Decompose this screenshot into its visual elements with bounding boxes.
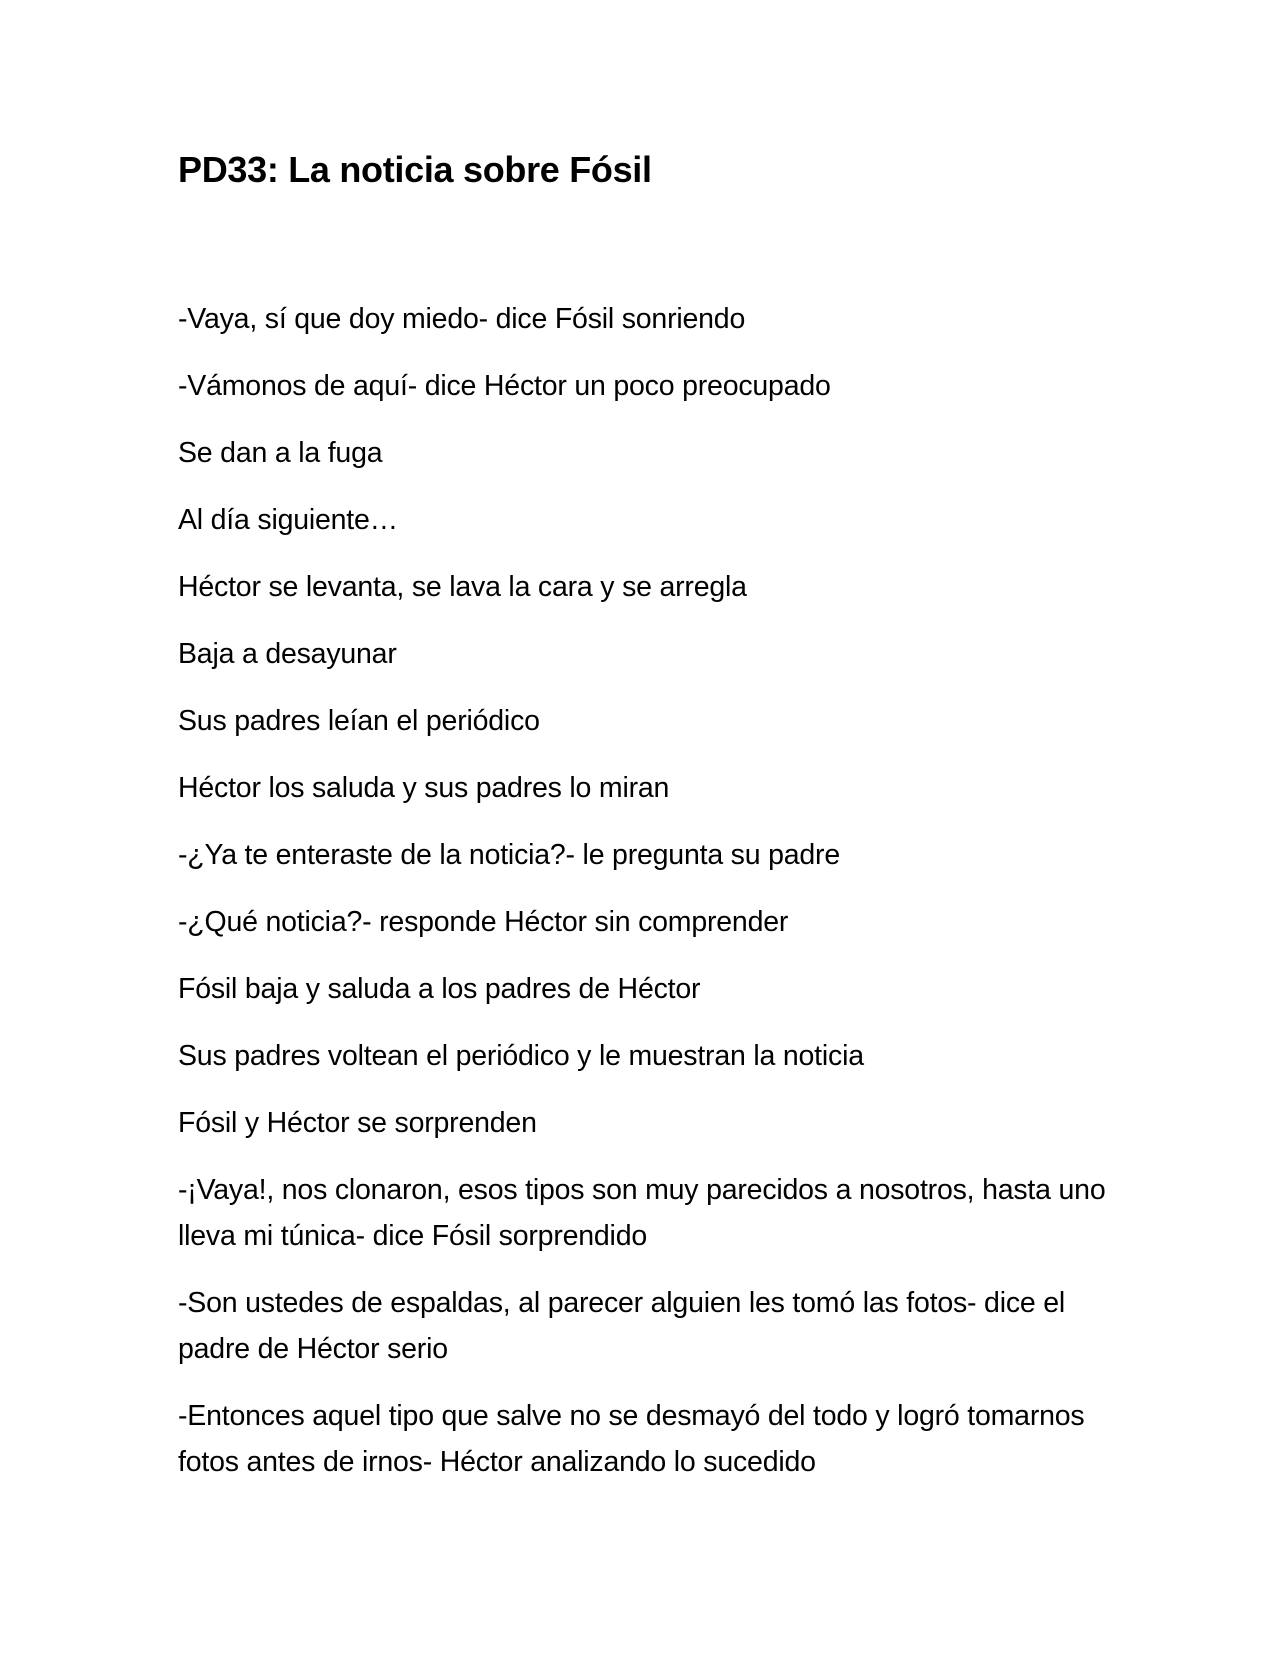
- paragraph: Sus padres voltean el periódico y le muestran la noticia: [178, 1040, 864, 1072]
- paragraph: -¿Ya te enteraste de la noticia?- le pregunta su padre: [178, 839, 840, 871]
- paragraph: -¿Qué noticia?- responde Héctor sin comprender: [178, 906, 789, 938]
- paragraph: Se dan a la fuga: [178, 437, 383, 469]
- paragraph: Baja a desayunar: [178, 638, 397, 670]
- paragraph: Fósil baja y saluda a los padres de Héctor: [178, 973, 701, 1005]
- paragraph: -Entonces aquel tipo que salve no se desmayó del todo y logró tomarnos fotos antes de irnos- Héctor analizando lo sucedido: [178, 1400, 1085, 1478]
- paragraph: Héctor los saluda y sus padres lo miran: [178, 772, 670, 804]
- paragraph: -Vámonos de aquí- dice Héctor un poco preocupado: [178, 370, 831, 402]
- paragraph: -¡Vaya!, nos clonaron, esos tipos son muy parecidos a nosotros, hasta uno lleva mi túnica- dice Fósil sorprendido: [178, 1174, 1106, 1252]
- paragraph: Sus padres leían el periódico: [178, 705, 540, 737]
- document-title: PD33: La noticia sobre Fósil: [178, 149, 652, 190]
- document-body: [178, 296, 1118, 1506]
- paragraph: -Son ustedes de espaldas, al parecer alguien les tomó las fotos- dice el padre de Héctor serio: [178, 1287, 1066, 1365]
- paragraph: Héctor se levanta, se lava la cara y se arregla: [178, 571, 747, 603]
- paragraph: Al día siguiente…: [178, 504, 398, 536]
- paragraph: -Vaya, sí que doy miedo- dice Fósil sonriendo: [178, 303, 746, 335]
- paragraph: Fósil y Héctor se sorprenden: [178, 1107, 537, 1139]
